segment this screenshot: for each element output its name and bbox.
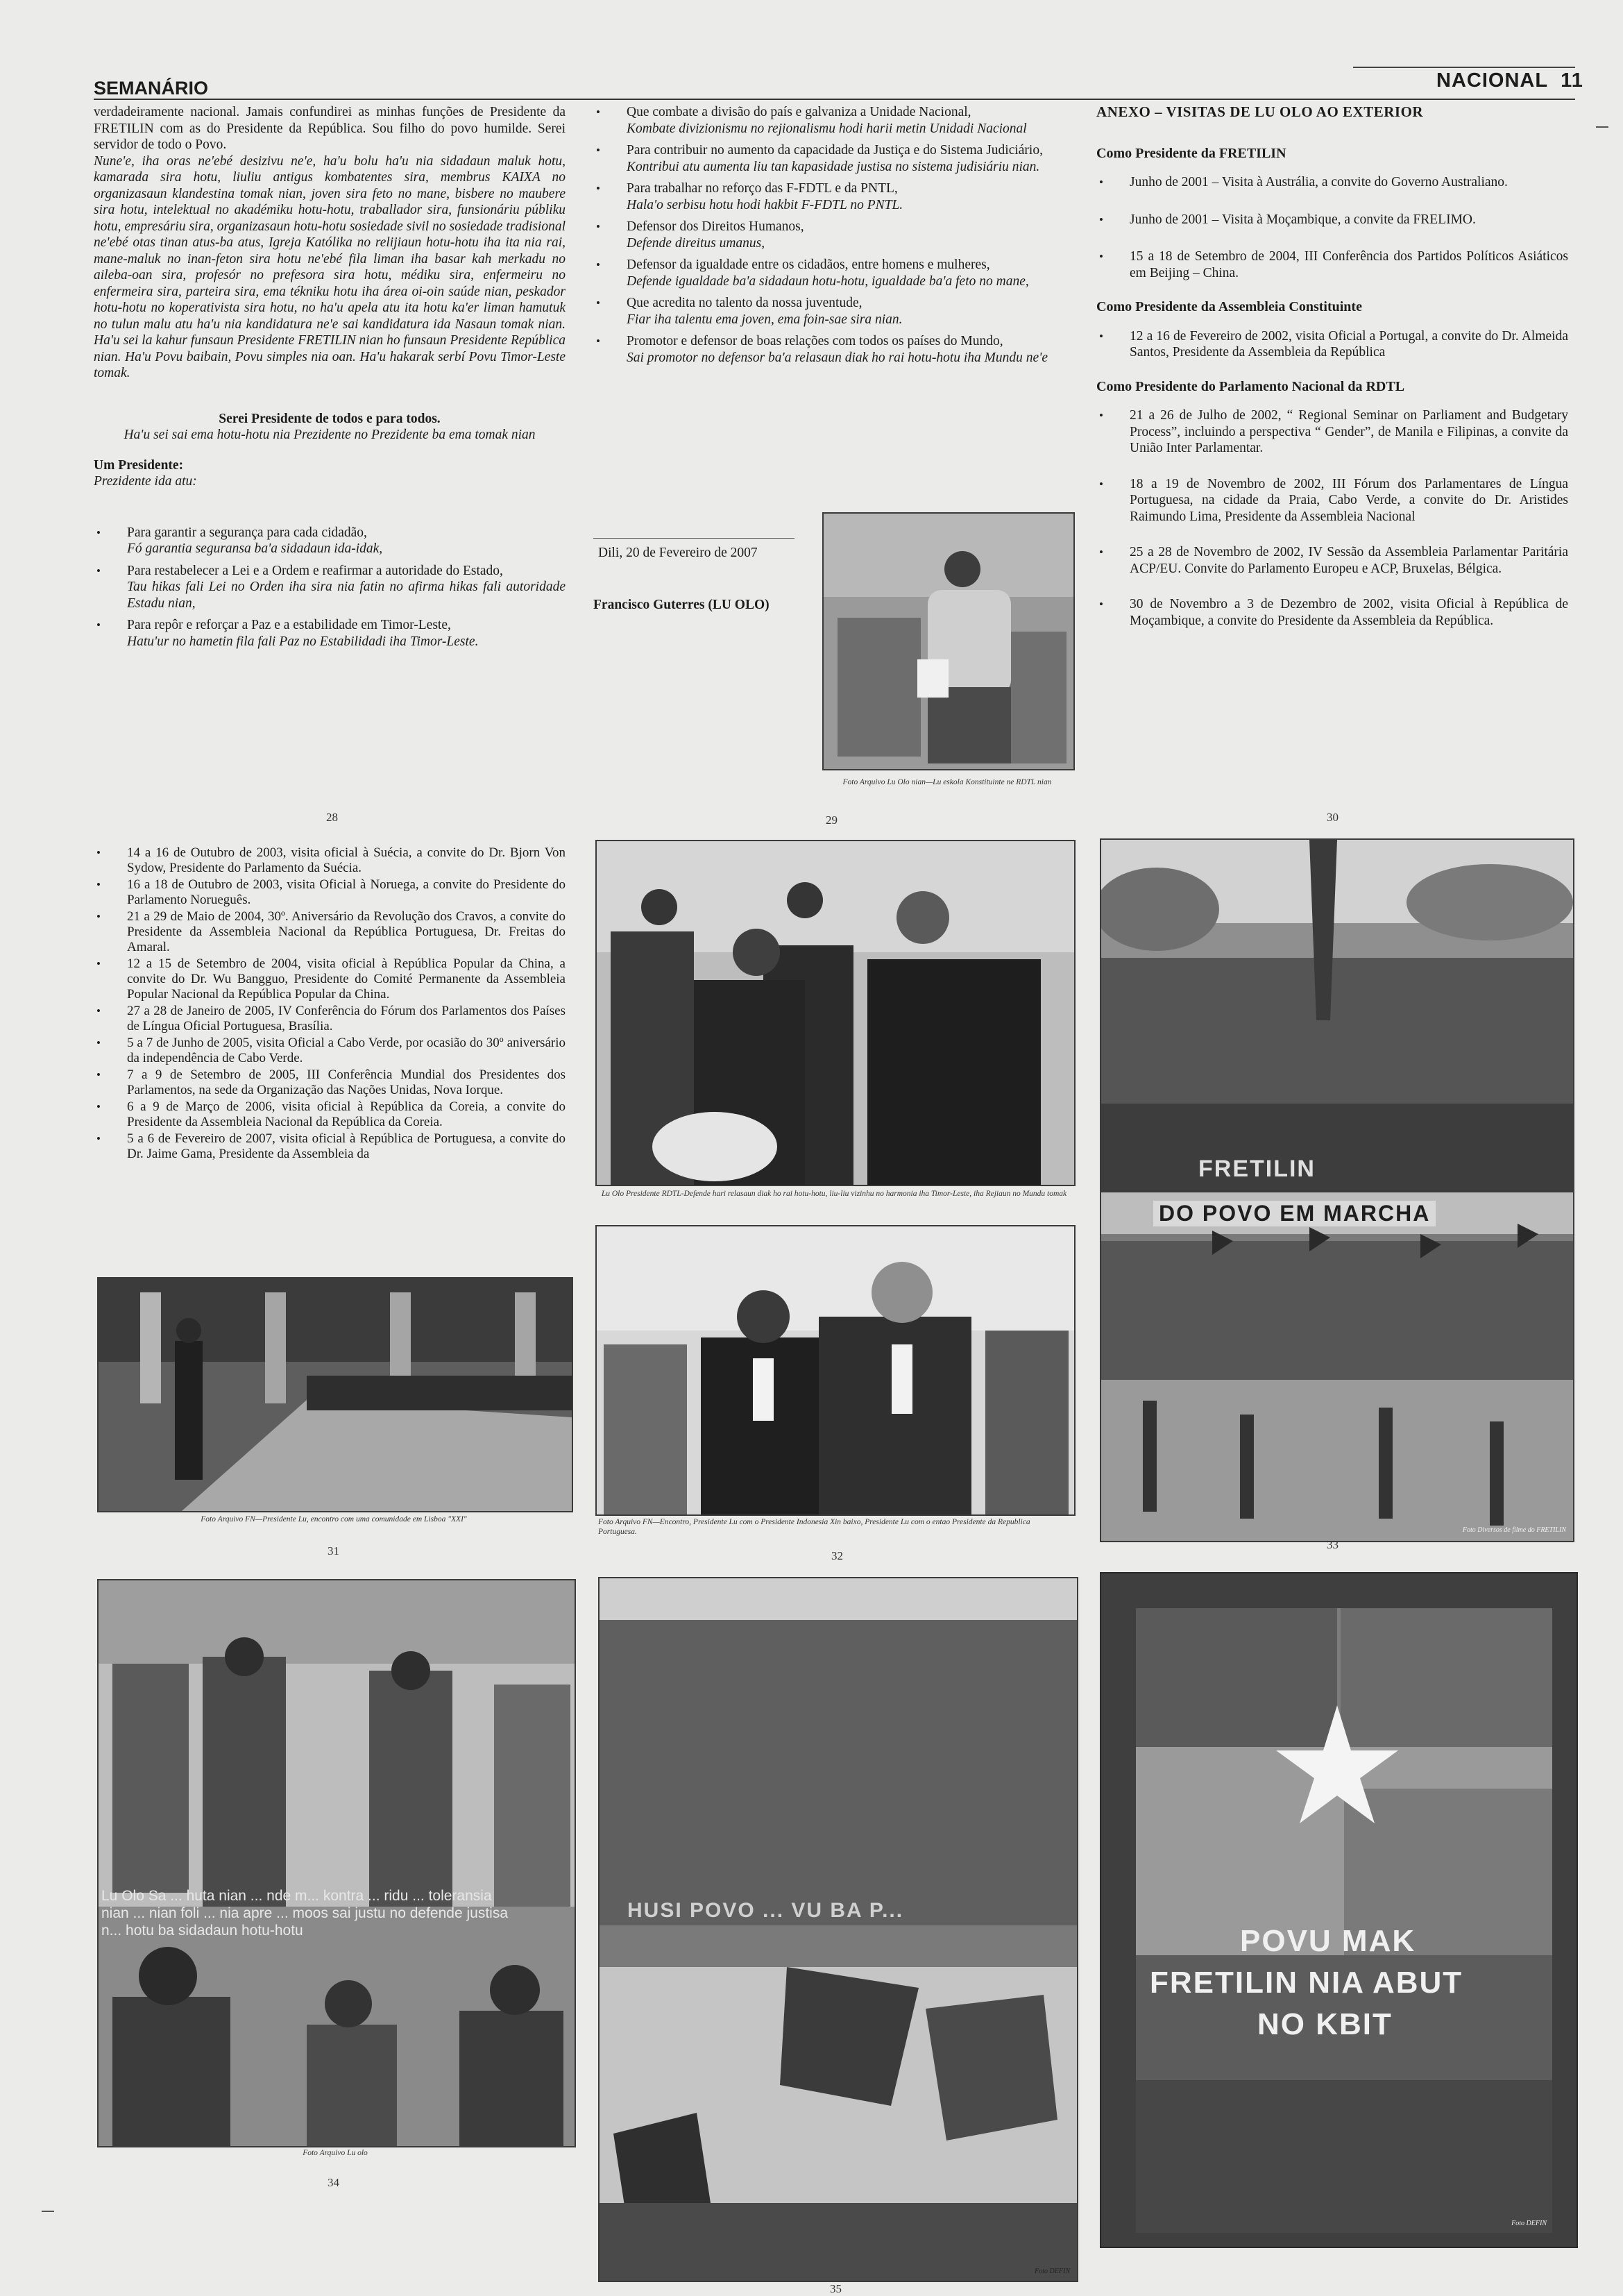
page-number-28: 28	[326, 811, 338, 824]
list-item: • 6 a 9 de Março de 2006, visita oficial à República da Coreia, a convite do Presidente da Assembleia Nacional da República da Coreia.	[94, 1099, 566, 1130]
collage-banner-no-kbit: NO KBIT	[1257, 2007, 1393, 2041]
annex-title: ANEXO – VISITAS DE LU OLO AO EXTERIOR	[1096, 103, 1424, 120]
photo-lu-olo-armchair	[822, 512, 1075, 770]
page-number-32: 32	[831, 1549, 843, 1562]
photo-hall-speech	[97, 1277, 573, 1512]
page-number-35: 35	[830, 2282, 842, 2295]
photo-caption-31: Foto Arquivo FN—Presidente Lu, encontro com uma comunidade em Lisboa "XXI"	[201, 1515, 467, 1523]
page-number-31: 31	[328, 1544, 339, 1558]
list-item: • Junho de 2001 – Visita à Austrália, a convite do Governo Australiano.	[1096, 174, 1568, 191]
photo-caption-35: Foto DEFIN	[1035, 2268, 1070, 2275]
photo-overlay-text: Lu Olo Sa ... huta nian ... nde m... kontra ... ridu ... toleransia nian ... nian foli ... nia apre ... moos sai justu no defende justisa n... hotu ba sidadaun hotu-hotu	[101, 1888, 509, 1939]
list-item: • 18 a 19 de Novembro de 2002, III Fórum dos Parlamentares de Língua Portuguesa, na cidade da Praia, Cabo Verde, a convite do Dr. Aristides Raimundo Lima, Presidente da Assembleia Nacional	[1096, 476, 1568, 525]
visits-list-parlamento	[1096, 407, 1568, 629]
photo-caption-36: Foto DEFIN	[1511, 2220, 1547, 2227]
photo-collage	[1136, 1608, 1552, 2233]
list-item: • Junho de 2001 – Visita à Moçambique, a convite da FRELIMO.	[1096, 212, 1568, 228]
list-item: • Para repôr e reforçar a Paz e a estabilidade em Timor-Leste, Hatu'ur no hametin fila fali Paz no Estabilidadi iha Timor-Leste.	[94, 617, 566, 650]
visits-continued	[94, 845, 566, 1163]
column-28	[94, 104, 566, 655]
list-item: • Para restabelecer a Lei e a Ordem e reafirmar a autoridade do Estado, Tau hikas fali Lei no Orden iha sira nia fatin no afirma hikas fali autoridade Estadu nian,	[94, 563, 566, 612]
list-item: • 25 a 28 de Novembro de 2002, IV Sessão da Assembleia Parlamentar Paritária ACP/EU. Convite do Parlamento Europeu e ACP, Bruxelas, Bélgica.	[1096, 544, 1568, 577]
publication-name: SEMANÁRIO	[94, 78, 209, 99]
list-item: • Que combate a divisão do país e galvaniza a Unidade Nacional, Kombate divizionismu no rejionalismu hodi harii metin Unidadi Nacional	[593, 104, 1072, 137]
photo-rally-crowd	[1100, 838, 1574, 1194]
list-item: • 12 a 16 de Fevereiro de 2002, visita Oficial a Portugal, a convite do Dr. Almeida Santos, Presidente da Assembleia da República	[1096, 328, 1568, 361]
list-item: • Para garantir a segurança para cada cidadão, Fó garantia seguransa ba'a sidadaun ida-idak,	[94, 525, 566, 557]
list-item: • Defensor dos Direitos Humanos, Defende direitus umanus,	[593, 219, 1072, 251]
photo-marching-crowd	[1100, 1191, 1574, 1542]
list-item: • Defensor da igualdade entre os cidadãos, entre homens e mulheres, Defende igualdade ba'a sidadaun hotu-hotu, igualdade ba'a feto no mane,	[593, 257, 1072, 289]
photo-handshake-portugal	[595, 1225, 1076, 1516]
page-number-29: 29	[826, 813, 838, 827]
list-item: • Para contribuir no aumento da capacidade da Justiça e do Sistema Judiciário, Kontribui atu aumenta liu tan kapasidade justisa no sistema judisiáriu nian.	[593, 142, 1072, 175]
page-number-34: 34	[328, 2176, 339, 2189]
photo-caption-33: Foto Diversos de filme do FRETILIN	[1462, 1526, 1566, 1534]
paragraph-tet: Nune'e, iha oras ne'ebé desizivu ne'e, ha'u bolu ha'u nia sidadaun maluk hotu, kamarada sira hotu, liuliu antigus kombatentes sira, membrus KAIXA no organizasaun klandestina tomak nian, joven sira feto no mane, bisbere no maubere sira hotu, intelektual no akadémiku hotu-hotu, traballador sira, funsionáriu públiku hotu, empresáriu sira, organizasaun hotu-hotu sosiedade sivil no sosiedade tradisional ne'ebé otas tinan atus-ba atus, Igreja Katólika no relijiaun hotu-hotu iha ita nia rai, mane-maluk no inan-feton sira hotu ne'ebé fila liman iha basar kah merkadu no aileba-oan sira, profesór no prefesora sira hotu, médiku sira, enfermeiru no enfermeira sira, parteira sira, ema tékniku hotu iha área oi-oin saúde nian, peskador hotu-hotu no koperativista sira hotu, no ha'u apela atu ita hotu ka'er liman hamutuk no tulun malu atu ha'u nia kandidatura ne'e sai kandidatura ida Nasaun tomak nian. Ha'u sei la kahur funsaun Presidente FRETILIN nian ho funsaun Presidente República nian. Ha'u Povu baibain, Povu simples nia oan. Ha'u hakarak serbí Povu Timor-Leste tomak.	[94, 153, 566, 380]
page-number-30: 30	[1327, 811, 1339, 824]
list-item: • 15 a 18 de Setembro de 2004, III Conferência dos Partidos Políticos Asiáticos em Beijing – China.	[1096, 248, 1568, 281]
list-item: • Que acredita no talento da nossa juventude, Fiar iha talentu ema joven, ema foin-sae sira nian.	[593, 295, 1072, 328]
header-rule-top	[1353, 67, 1575, 68]
list-item: • 30 de Novembro a 3 de Dezembro de 2002, visita Oficial à República de Moçambique, a convite do Presidente da Assembleia da República.	[1096, 596, 1568, 629]
collage-banner-fretilin: FRETILIN NIA ABUT	[1150, 1966, 1463, 2000]
photo-caption-32: Foto Arquivo FN—Encontro, Presidente Lu com o Presidente Indonesia Xin baixo, Presidente Lu com o entao Presidente da Republica Portuguesa.	[598, 1518, 1030, 1536]
rally-banner-fretilin: FRETILIN	[1198, 1156, 1316, 1182]
list-item: • 5 a 7 de Junho de 2005, visita Oficial a Cabo Verde, por ocasião do 30º aniversário da independência de Cabo Verde.	[94, 1036, 566, 1066]
paragraph-pt: verdadeiramente nacional. Jamais confundirei as minhas funções de Presidente da FRETILIN com as do Presidente da República. Sou filho do povo humilde. Serei servidor de todo o Povo.	[94, 105, 566, 152]
page-number: 11	[1561, 69, 1583, 92]
heading-tet: Ha'u sei sai ema hotu-hotu nia Prezidente no Prezidente ba ema tomak nian	[124, 428, 536, 442]
crop-mark-right	[1596, 126, 1608, 128]
list-item: • 16 a 18 de Outubro de 2003, visita Oficial à Noruega, a convite do Presidente do Parlamento Norueguês.	[94, 877, 566, 908]
crowd-banner: HUSI POVO ... VU BA P...	[627, 1899, 904, 1922]
photo-guerrillas	[97, 1579, 576, 2147]
photo-caption-34: Foto Arquivo Lu olo	[303, 2149, 368, 2157]
divider	[593, 538, 794, 539]
collage-banner-povu-mak: POVU MAK	[1240, 1924, 1416, 1958]
date-line: Dili, 20 de Fevereiro de 2007	[598, 546, 758, 560]
page-number-33: 33	[1327, 1538, 1339, 1551]
presidente-ida-label: Prezidente ida atu:	[94, 474, 197, 489]
list-item: • 21 a 26 de Julho de 2002, “ Regional Seminar on Parliament and Budgetary Process”, incluindo a perspectiva “ Gender”, de Manila e Filipinas, a convite da União Inter Parlamentar.	[1096, 407, 1568, 457]
photo-collage-frame	[1100, 1572, 1578, 2248]
visits-list-fretilin	[1096, 174, 1568, 281]
list-item: • 21 a 29 de Maio de 2004, 30º. Aniversário da Revolução dos Cravos, a convite do Presidente da Assembleia Nacional da República Portuguesa, Dr. Freitas do Amaral.	[94, 909, 566, 955]
bullet-list-28	[94, 525, 566, 650]
photo-crowd-flags	[598, 1577, 1078, 2282]
list-item: • 12 a 15 de Setembro de 2004, visita oficial à República Popular da China, a convite do Dr. Wu Bangguo, Presidente do Comité Permanente da Assembleia Popular Nacional da República Popular da China.	[94, 956, 566, 1002]
rally-banner-do-povo: DO POVO EM MARCHA	[1153, 1201, 1436, 1226]
section-title-fretilin: Como Presidente da FRETILIN	[1096, 145, 1286, 161]
column-30	[1096, 104, 1568, 634]
list-item: • 14 a 16 de Outubro de 2003, visita oficial à Suécia, a convite do Dr. Bjorn Von Sydow, Presidente do Parlamento da Suécia.	[94, 845, 566, 876]
section-name: NACIONAL	[1436, 69, 1549, 92]
heading-pt: Serei Presidente de todos e para todos.	[219, 411, 441, 426]
header-rule	[94, 99, 1575, 100]
photo-handshake-indonesia	[595, 840, 1076, 1186]
list-item: • 27 a 28 de Janeiro de 2005, IV Conferência do Fórum dos Parlamentos dos Países de Língua Oficial Portuguesa, Brasília.	[94, 1004, 566, 1034]
crop-mark-left	[42, 2211, 54, 2212]
photo-caption-handshake: Lu Olo Presidente RDTL-Defende hari relasaun diak ho rai hotu-hotu, liu-liu vizinhu no harmonia iha Timor-Leste, iha Rejiaun no Mundu tomak	[601, 1190, 1067, 1198]
signature: Francisco Guterres (LU OLO)	[593, 598, 770, 612]
section-title-parlamento: Como Presidente do Parlamento Nacional da RDTL	[1096, 378, 1405, 394]
visits-list-constituinte	[1096, 328, 1568, 361]
visits-list-continued	[94, 845, 566, 1162]
list-item: • Para trabalhar no reforço das F-FDTL e da PNTL, Hala'o serbisu hotu hodi hakbit F-FDTL no PNTL.	[593, 180, 1072, 213]
section-title-constituinte: Como Presidente da Assembleia Constituinte	[1096, 299, 1362, 314]
list-item: • Promotor e defensor de boas relações com todos os países do Mundo, Sai promotor no defensor ba'a relasaun diak ho rai hotu-hotu iha Mundu ne'e	[593, 333, 1072, 366]
list-item: • 5 a 6 de Fevereiro de 2007, visita oficial à República de Portuguesa, a convite do Dr. Jaime Gama, Presidente da Assembleia da	[94, 1131, 566, 1162]
bullet-list-29	[593, 104, 1072, 366]
photo-caption-29: Foto Arquivo Lu Olo nian—Lu eskola Konstituinte ne RDTL nian	[842, 778, 1052, 786]
section-page-label	[1436, 69, 1583, 92]
list-item: • 7 a 9 de Setembro de 2005, III Conferência Mundial dos Presidentes dos Parlamentos, na sede da Organização das Nações Unidas, Nova Iorque.	[94, 1067, 566, 1098]
um-presidente-label: Um Presidente:	[94, 457, 184, 473]
column-29	[593, 104, 1072, 371]
